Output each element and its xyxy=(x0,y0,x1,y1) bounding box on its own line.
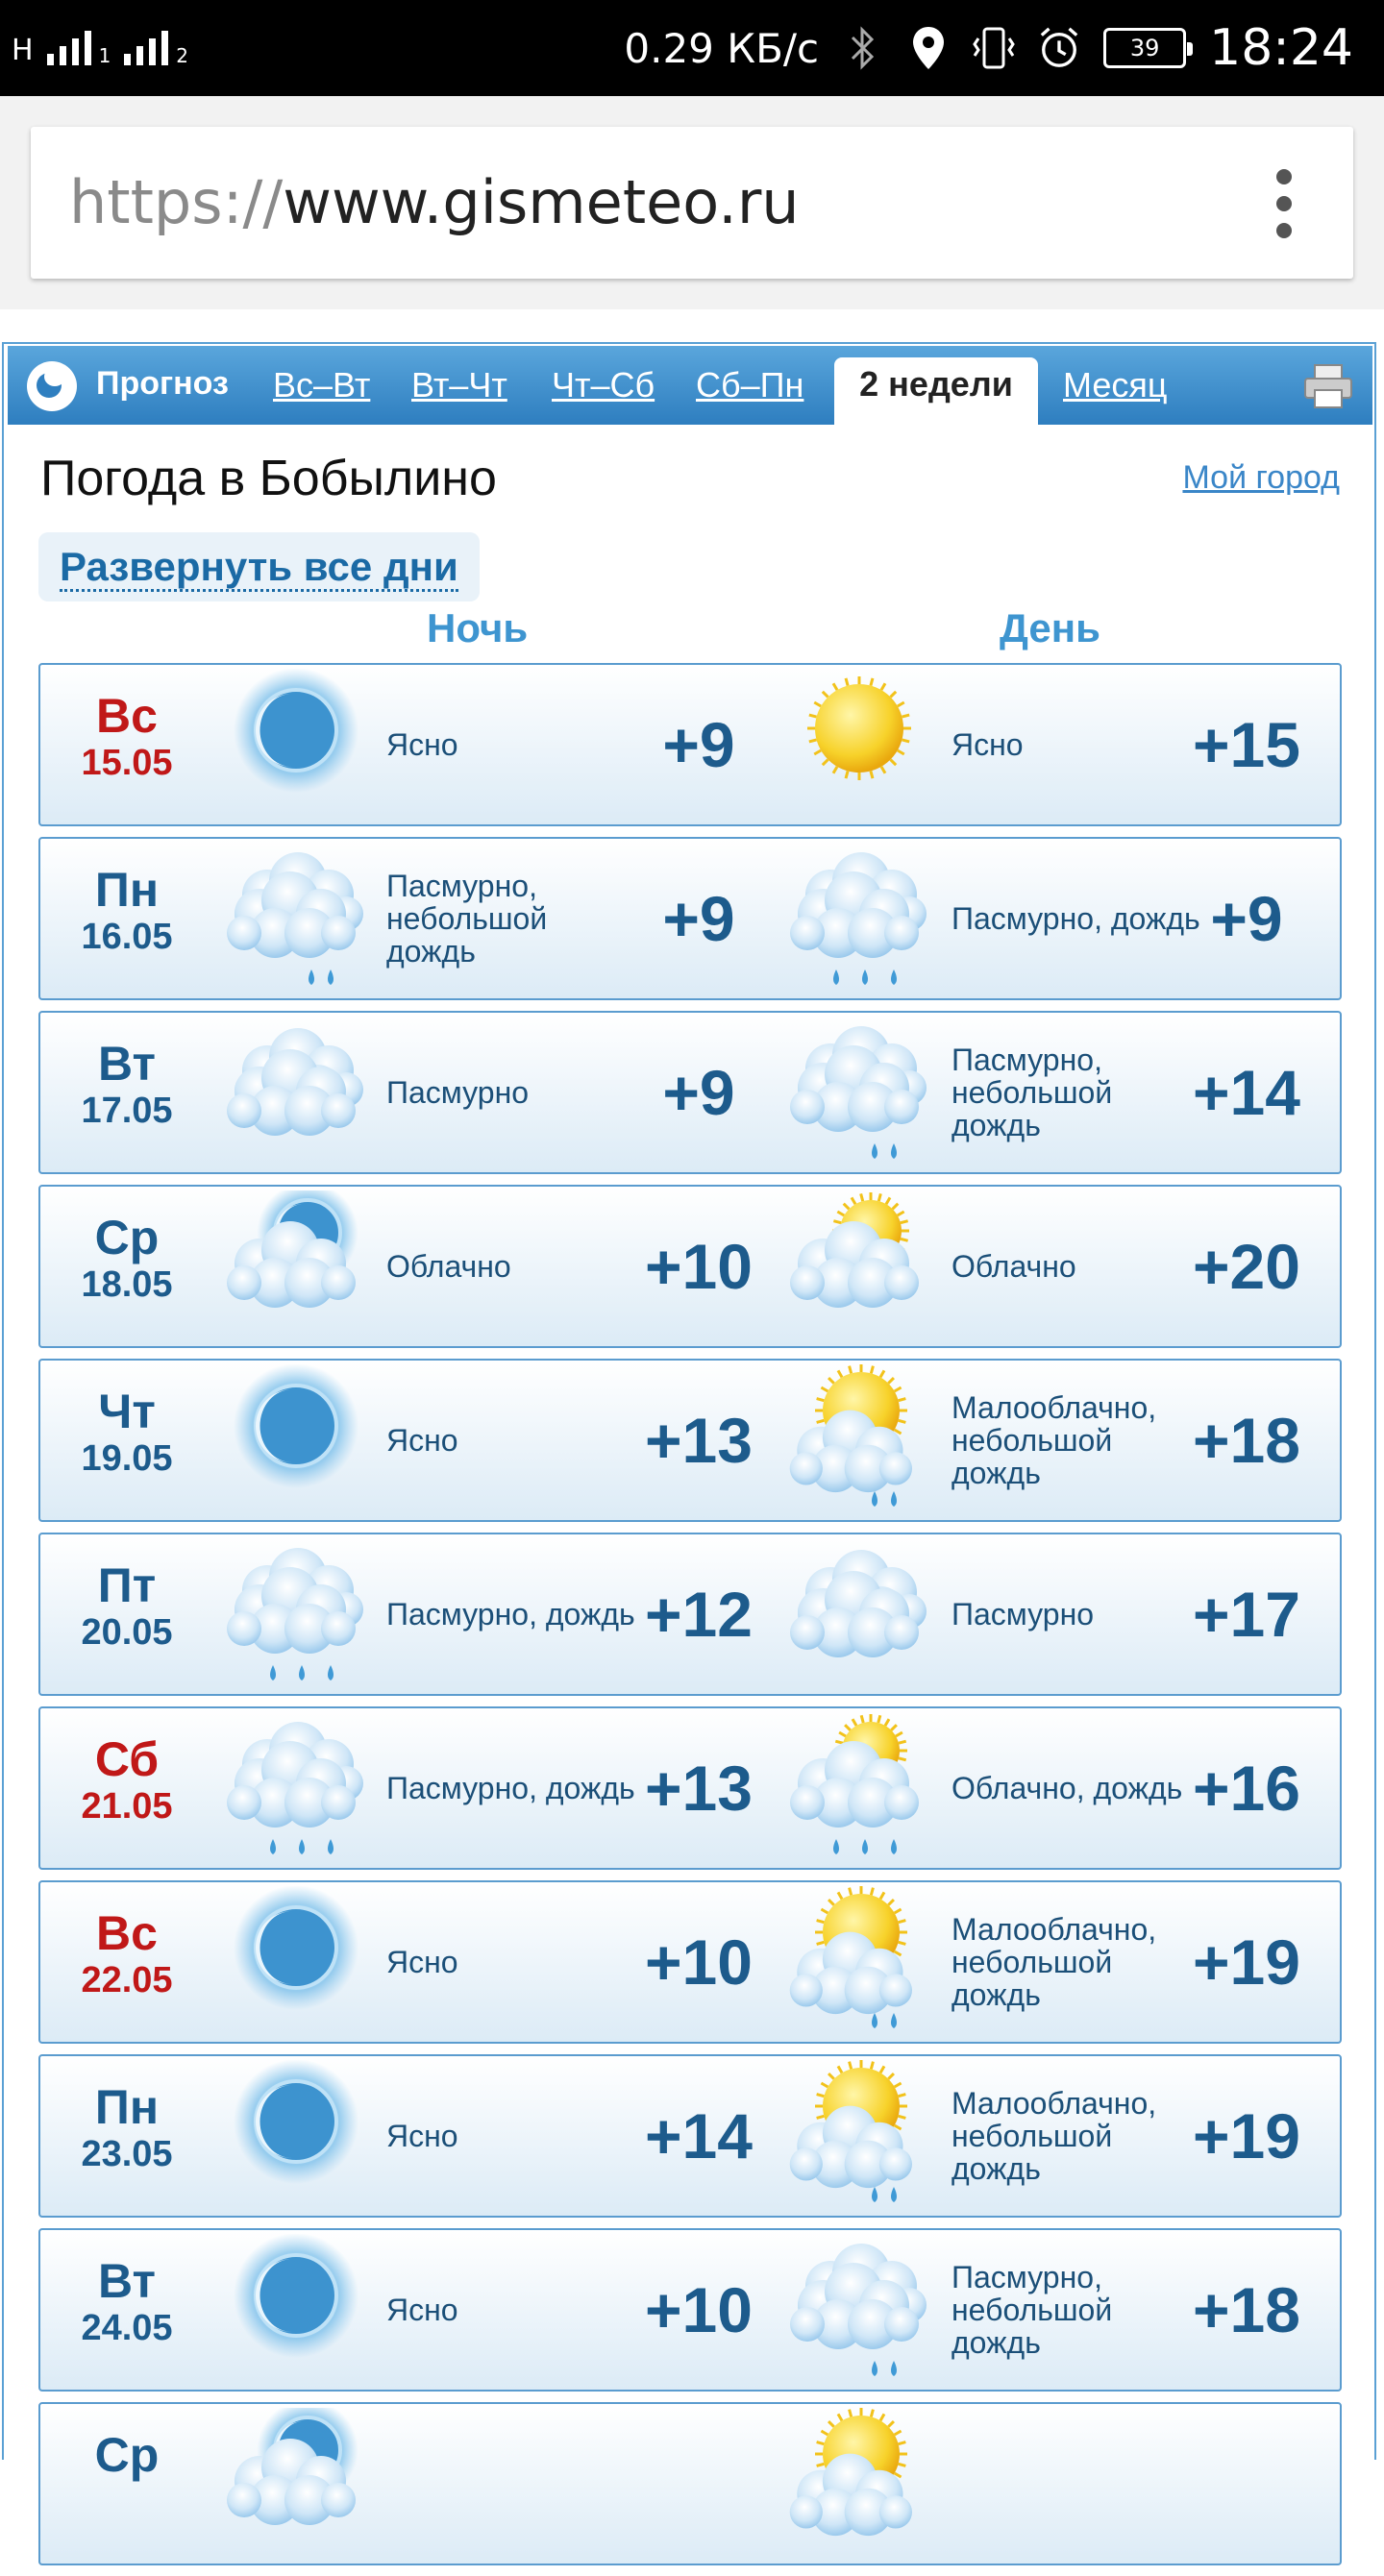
weekday: Пн xyxy=(94,863,160,917)
weekday: Ср xyxy=(94,1211,160,1264)
weekday: Вс xyxy=(96,689,158,743)
partly-cloudy-light-rain-icon xyxy=(782,2060,946,2214)
signal-sim1-icon xyxy=(47,17,111,65)
browser-menu-icon[interactable] xyxy=(1274,169,1294,238)
sim2-label: 2 xyxy=(176,44,189,67)
forecast-row[interactable] xyxy=(38,2228,1342,2392)
day-label xyxy=(40,1038,213,1132)
weekday: Пт xyxy=(97,1558,157,1612)
day-column-header: День xyxy=(1000,605,1100,650)
url-scheme: https:// xyxy=(69,167,284,237)
day-temperature: +18 xyxy=(1193,1405,1300,1476)
bluetooth-icon xyxy=(842,25,884,71)
expand-all-days-button[interactable] xyxy=(38,532,480,601)
overcast-light-rain-icon xyxy=(782,1017,946,1170)
date: 16.05 xyxy=(81,917,173,957)
day-temperature: +20 xyxy=(1193,1231,1300,1302)
day-label xyxy=(40,2081,213,2175)
day-label xyxy=(40,690,213,784)
night-temperature: +10 xyxy=(645,1926,753,1998)
forecast-rows xyxy=(38,663,1342,2576)
day-temperature: +15 xyxy=(1193,709,1300,780)
day-label xyxy=(40,1733,213,1828)
night-description: Ясно xyxy=(386,1423,458,1458)
night-description: Ясно xyxy=(386,2119,458,2153)
day-temperature: +16 xyxy=(1193,1753,1300,1824)
night-temperature xyxy=(607,2404,790,2564)
cloudy-night-icon xyxy=(219,1190,383,1344)
partly-cloudy-light-rain-icon xyxy=(782,1364,946,1518)
night-temperature: +10 xyxy=(645,1231,753,1302)
moon-icon xyxy=(219,1364,383,1518)
date: 24.05 xyxy=(81,2308,173,2348)
sim1-label: 1 xyxy=(98,44,111,67)
overcast-rain-icon xyxy=(782,843,946,996)
network-speed: 0.29 КБ/с xyxy=(624,24,820,72)
network-type: H xyxy=(12,34,34,67)
day-description: Малооблачно, небольшой дождь xyxy=(952,1912,1157,2012)
page-title: Погода в Бобылино xyxy=(40,451,497,506)
url-text[interactable] xyxy=(69,167,800,237)
weekday: Чт xyxy=(98,1385,156,1438)
day-description: Пасмурно, небольшой дождь xyxy=(952,2260,1113,2360)
overcast-light-rain-icon xyxy=(219,843,383,996)
night-temperature: +9 xyxy=(662,883,735,954)
my-city-link[interactable]: Мой город xyxy=(1182,459,1340,496)
day-description: Пасмурно xyxy=(952,1597,1095,1631)
day-description: Пасмурно, небольшой дождь xyxy=(952,1043,1113,1142)
night-temperature: +14 xyxy=(645,2100,753,2171)
overcast-light-rain-icon xyxy=(782,2234,946,2388)
moon-icon xyxy=(219,1886,383,2040)
day-label xyxy=(40,2255,213,2349)
night-description: Ясно xyxy=(386,2293,458,2327)
tab-prognoz: Прогноз xyxy=(96,365,229,402)
date: 21.05 xyxy=(81,1786,173,1827)
day-temperature: +19 xyxy=(1193,1926,1300,1998)
day-label xyxy=(40,1559,213,1654)
day-description: Пасмурно, дождь xyxy=(952,901,1200,936)
clock: 18:24 xyxy=(1209,19,1353,77)
tab-sun-tue[interactable]: Вс–Вт xyxy=(273,365,371,405)
date: 18.05 xyxy=(81,1264,173,1305)
forecast-row[interactable] xyxy=(38,2054,1342,2218)
moon-icon xyxy=(219,669,383,822)
day-label xyxy=(40,864,213,958)
tab-two-weeks[interactable]: 2 недели xyxy=(834,357,1038,427)
overcast-rain-icon xyxy=(219,1538,383,1692)
day-temperature: +9 xyxy=(1210,883,1283,954)
forecast-tabs xyxy=(8,346,1372,425)
night-description: Ясно xyxy=(386,727,458,762)
day-label xyxy=(40,1386,213,1480)
weekday: Вт xyxy=(98,2254,156,2308)
weekday: Вс xyxy=(96,1906,158,1960)
cloudy-night-icon xyxy=(219,2408,383,2562)
forecast-row[interactable] xyxy=(38,837,1342,1000)
day-temperature: +18 xyxy=(1193,2274,1300,2345)
battery-icon: 39 xyxy=(1103,28,1186,68)
day-description: Облачно xyxy=(952,1249,1076,1284)
night-description: Пасмурно, дождь xyxy=(386,1771,635,1805)
night-temperature: +10 xyxy=(645,2274,753,2345)
forecast-row[interactable] xyxy=(38,1011,1342,1174)
forecast-row[interactable] xyxy=(38,2402,1342,2565)
date: 19.05 xyxy=(81,1438,173,1479)
forecast-row[interactable] xyxy=(38,1533,1342,1696)
forecast-widget xyxy=(2,342,1376,2482)
cloudy-day-rain-icon xyxy=(782,1712,946,1866)
alarm-icon xyxy=(1038,25,1080,71)
tab-month[interactable]: Месяц xyxy=(1063,365,1168,405)
tab-tue-thu[interactable]: Вт–Чт xyxy=(411,365,507,405)
weekday: Пн xyxy=(94,2080,160,2134)
night-description: Облачно xyxy=(386,1249,511,1284)
day-temperature: +19 xyxy=(1193,2100,1300,2171)
url-host: www.gismeteo.ru xyxy=(283,167,800,237)
signal-indicators xyxy=(12,17,188,65)
vibrate-icon xyxy=(973,25,1015,71)
tab-thu-sat[interactable]: Чт–Сб xyxy=(552,365,655,405)
day-description: Малооблачно, небольшой дождь xyxy=(952,1390,1157,1490)
night-description: Пасмурно, небольшой дождь xyxy=(386,869,548,969)
day-label xyxy=(40,1907,213,2001)
moon-icon xyxy=(219,2234,383,2388)
day-description: Облачно, дождь xyxy=(952,1771,1183,1805)
day-label xyxy=(40,2429,213,2481)
forecast-row[interactable] xyxy=(38,663,1342,826)
night-temperature: +9 xyxy=(662,1057,735,1128)
printer-icon[interactable] xyxy=(1303,363,1353,409)
browser-toolbar xyxy=(0,96,1384,309)
day-label xyxy=(40,1212,213,1306)
day-temperature xyxy=(1155,2404,1338,2564)
partly-cloudy-icon xyxy=(782,2408,946,2562)
sun-icon xyxy=(782,669,946,822)
night-description xyxy=(386,2404,636,2564)
weekday: Ср xyxy=(94,2428,160,2482)
weekday: Вт xyxy=(98,1037,156,1091)
date: 20.05 xyxy=(81,1612,173,1653)
address-bar[interactable] xyxy=(31,127,1353,279)
tab-sat-mon[interactable]: Сб–Пн xyxy=(696,365,804,405)
moon-icon xyxy=(219,2060,383,2214)
date: 23.05 xyxy=(81,2134,173,2174)
expand-all-days-label: Развернуть все дни xyxy=(60,544,458,592)
forecast-row[interactable] xyxy=(38,1706,1342,1870)
night-temperature: +9 xyxy=(662,709,735,780)
date: 22.05 xyxy=(81,1960,173,2000)
day-temperature: +14 xyxy=(1193,1057,1300,1128)
forecast-row[interactable] xyxy=(38,1185,1342,1348)
forecast-row[interactable] xyxy=(38,1359,1342,1522)
partly-cloudy-light-rain-icon xyxy=(782,1886,946,2040)
weekday: Сб xyxy=(94,1732,160,1786)
night-column-header: Ночь xyxy=(427,605,529,650)
forecast-row[interactable] xyxy=(38,1880,1342,2044)
day-temperature: +17 xyxy=(1193,1579,1300,1650)
night-description: Пасмурно xyxy=(386,1075,530,1110)
day-description: Малооблачно, небольшой дождь xyxy=(952,2086,1157,2186)
overcast-icon xyxy=(782,1538,946,1692)
location-icon xyxy=(907,25,950,71)
overcast-rain-icon xyxy=(219,1712,383,1866)
night-temperature: +13 xyxy=(645,1753,753,1824)
night-description: Пасмурно, дождь xyxy=(386,1597,635,1631)
signal-sim2-icon xyxy=(124,17,188,65)
day-description: Ясно xyxy=(952,727,1024,762)
night-description: Ясно xyxy=(386,1945,458,1979)
date: 15.05 xyxy=(81,743,173,783)
overcast-icon xyxy=(219,1017,383,1170)
status-bar xyxy=(0,0,1384,96)
gismeteo-logo-icon xyxy=(27,361,77,411)
date: 17.05 xyxy=(81,1091,173,1131)
night-temperature: +13 xyxy=(645,1405,753,1476)
cloudy-day-icon xyxy=(782,1190,946,1344)
night-temperature: +12 xyxy=(645,1579,753,1650)
